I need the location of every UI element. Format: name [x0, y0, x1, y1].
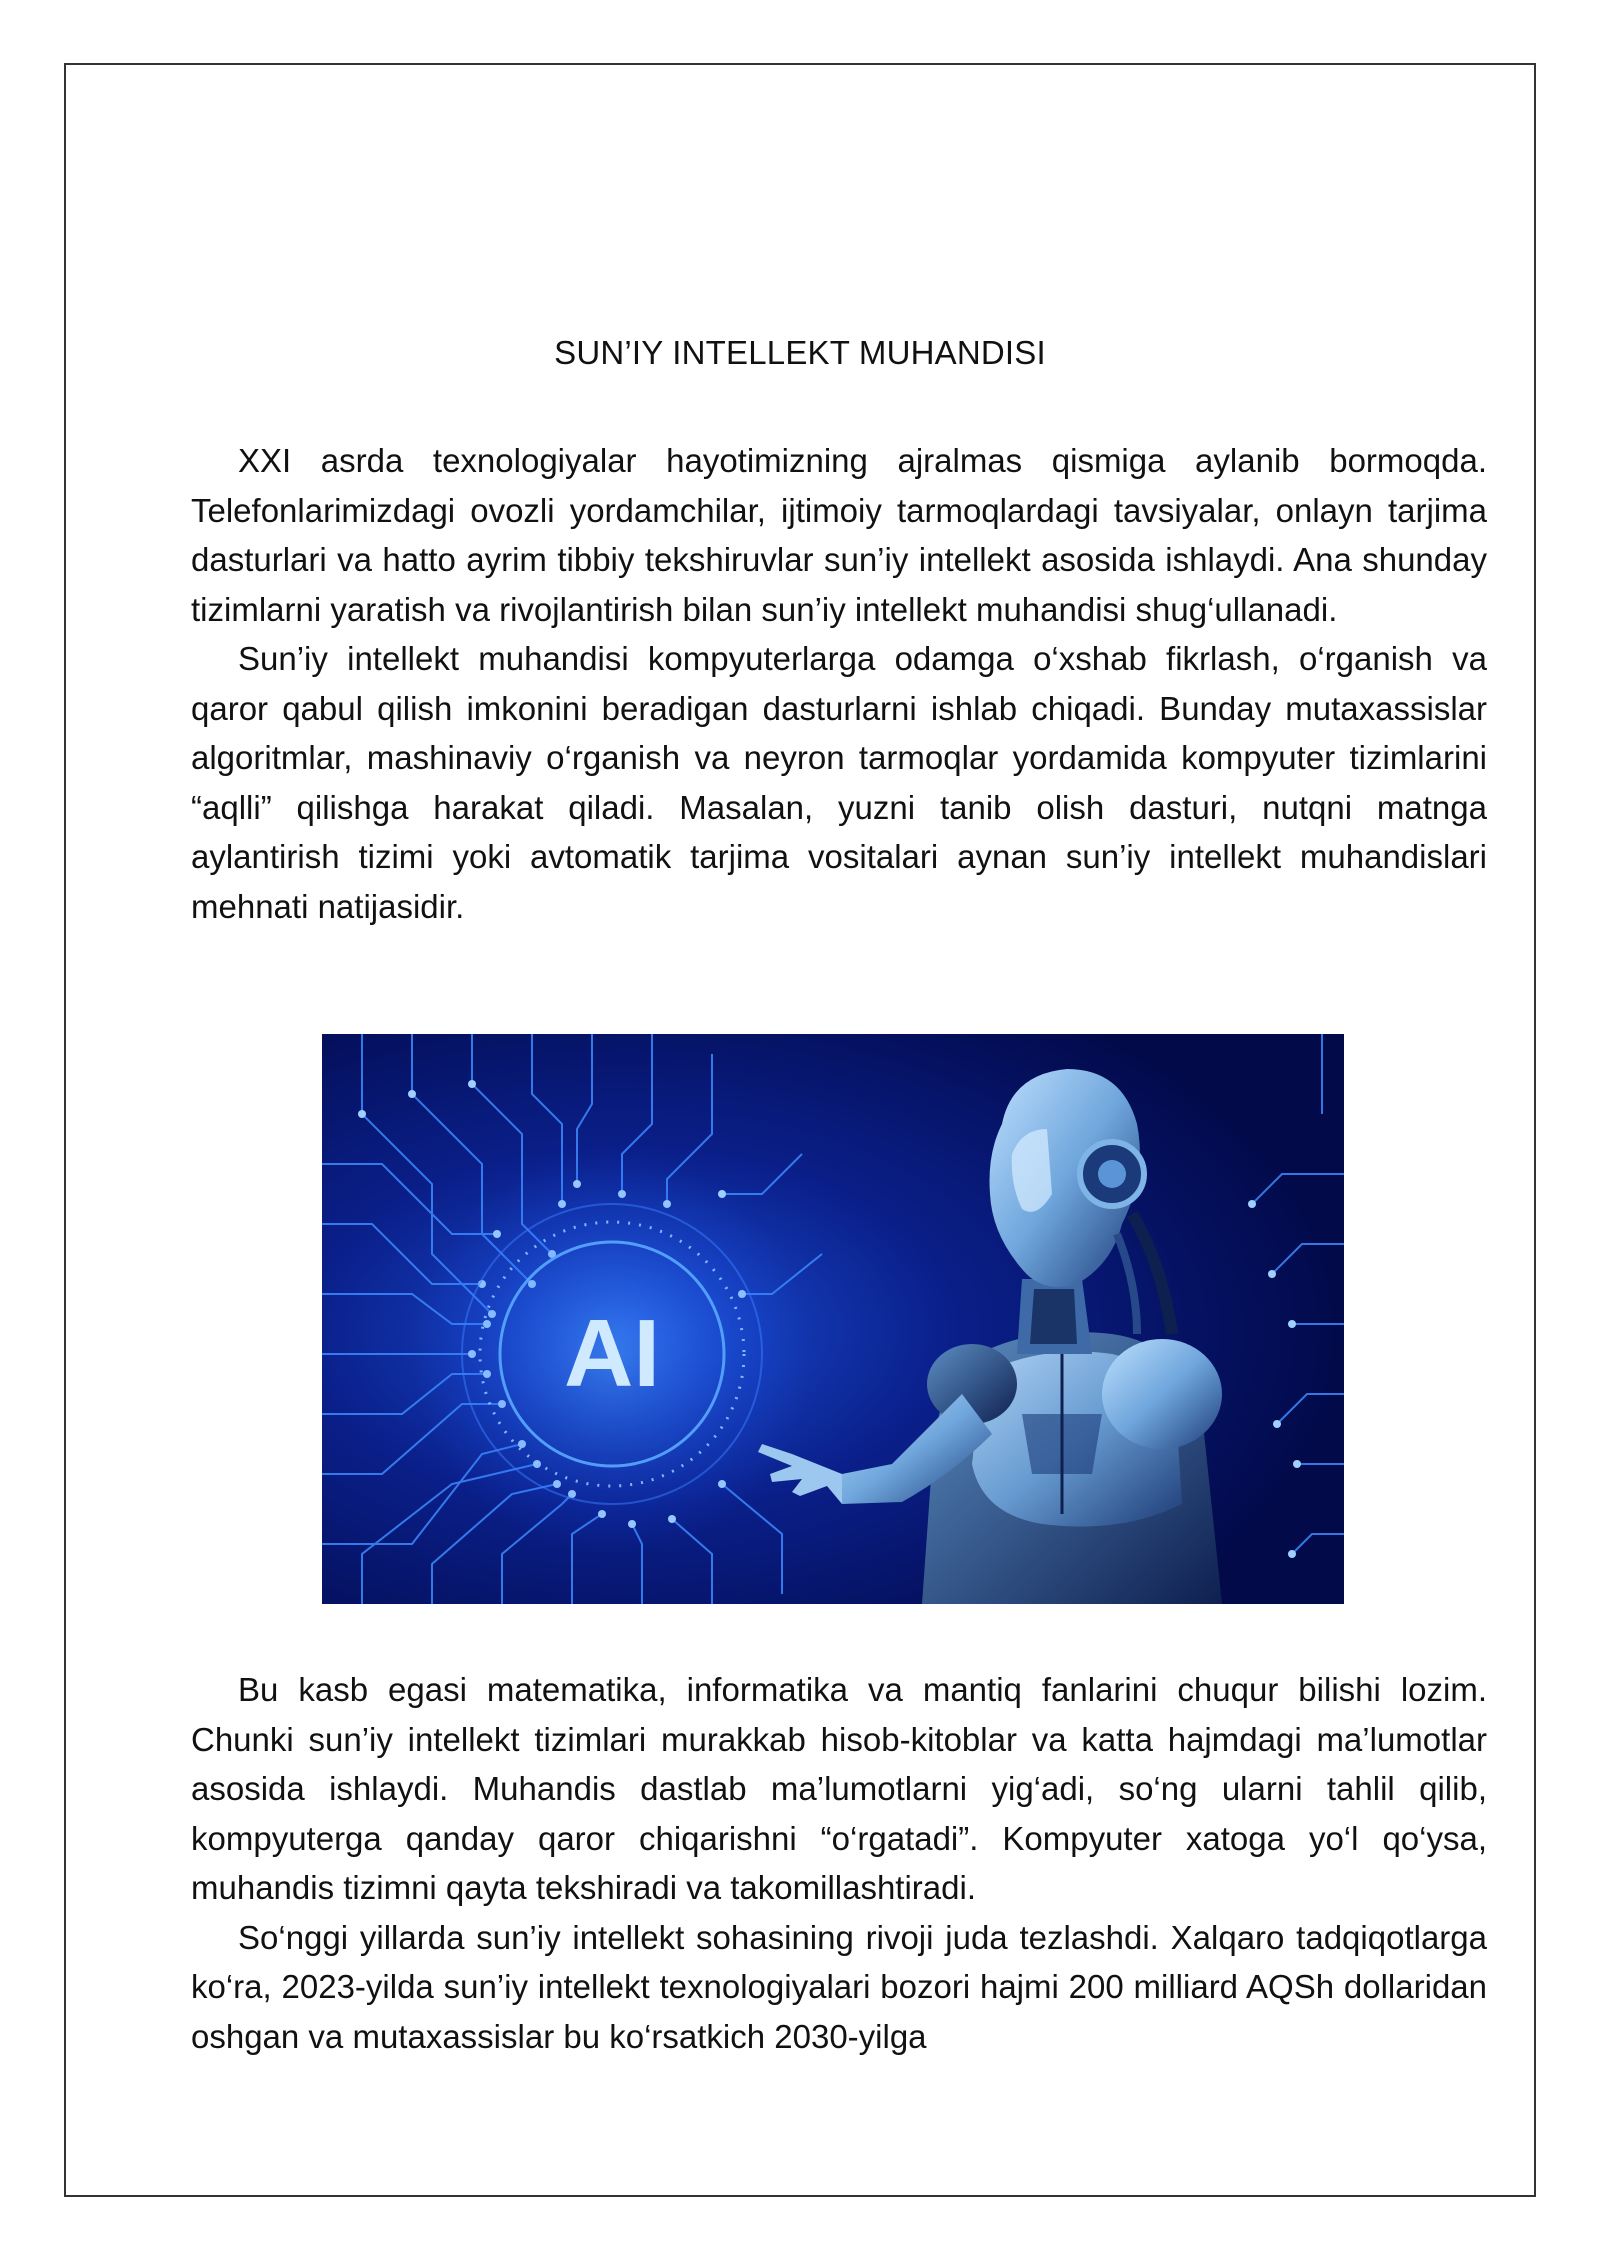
ai-robot-illustration	[322, 1034, 1344, 1604]
text-block-bottom	[191, 1665, 1487, 2061]
paragraph: Sun’iy intellekt muhandisi kompyuterlarga odamga o‘xshab fikrlash, o‘rganish va qaror qabul qilish imkonini beradigan dasturlarni ishlab chiqadi. Bunday mutaxassislar algoritmlar, mashinaviy o‘rganish va neyron tarmoqlar yordamida kompyuter tizimlarini “aqlli” qilishga harakat qiladi. Masalan, yuzni tanib olish dasturi, nutqni matnga aylantirish tizimi yoki avtomatik tarjima vositalari aynan sun’iy intellekt muhandislari mehnati natijasidir.	[191, 640, 1487, 925]
ai-badge-text: AI	[564, 1300, 660, 1407]
text-block-top	[191, 436, 1487, 931]
paragraph: Bu kasb egasi matematika, informatika va mantiq fanlarini chuqur bilishi lozim. Chunki sun’iy intellekt tizimlari murakkab hisob-kitoblar va katta hajmdagi ma’lumotlar asosida ishlaydi. Muhandis dastlab ma’lumotlarni yig‘adi, so‘ng ularni tahlil qilib, kompyuterga qanday qaror chiqarishni “o‘rgatadi”. Kompyuter xatoga yo‘l qo‘ysa, muhandis tizimni qayta tekshiradi va takomillashtiradi.	[191, 1671, 1487, 1906]
document-title: SUN’IY INTELLEKT MUHANDISI	[554, 334, 1046, 371]
paragraph: So‘nggi yillarda sun’iy intellekt sohasining rivoji juda tezlashdi. Xalqaro tadqiqotlarga ko‘ra, 2023-yilda sun’iy intellekt texnologiyalari bozori hajmi 200 milliard AQSh dollaridan oshgan va mutaxassislar bu ko‘rsatkich 2030-yilga	[191, 1918, 1487, 2055]
paragraph: XXI asrda texnologiyalar hayotimizning ajralmas qismiga aylanib bormoqda. Telefonlarimizdagi ovozli yordamchilar, ijtimoiy tarmoqlardagi tavsiyalar, onlayn tarjima dasturlari va hatto ayrim tibbiy tekshiruvlar sun’iy intellekt asosida ishlaydi. Ana shunday tizimlarni yaratish va rivojlantirish bilan sun’iy intellekt muhandisi shug‘ullanadi.	[191, 442, 1487, 628]
